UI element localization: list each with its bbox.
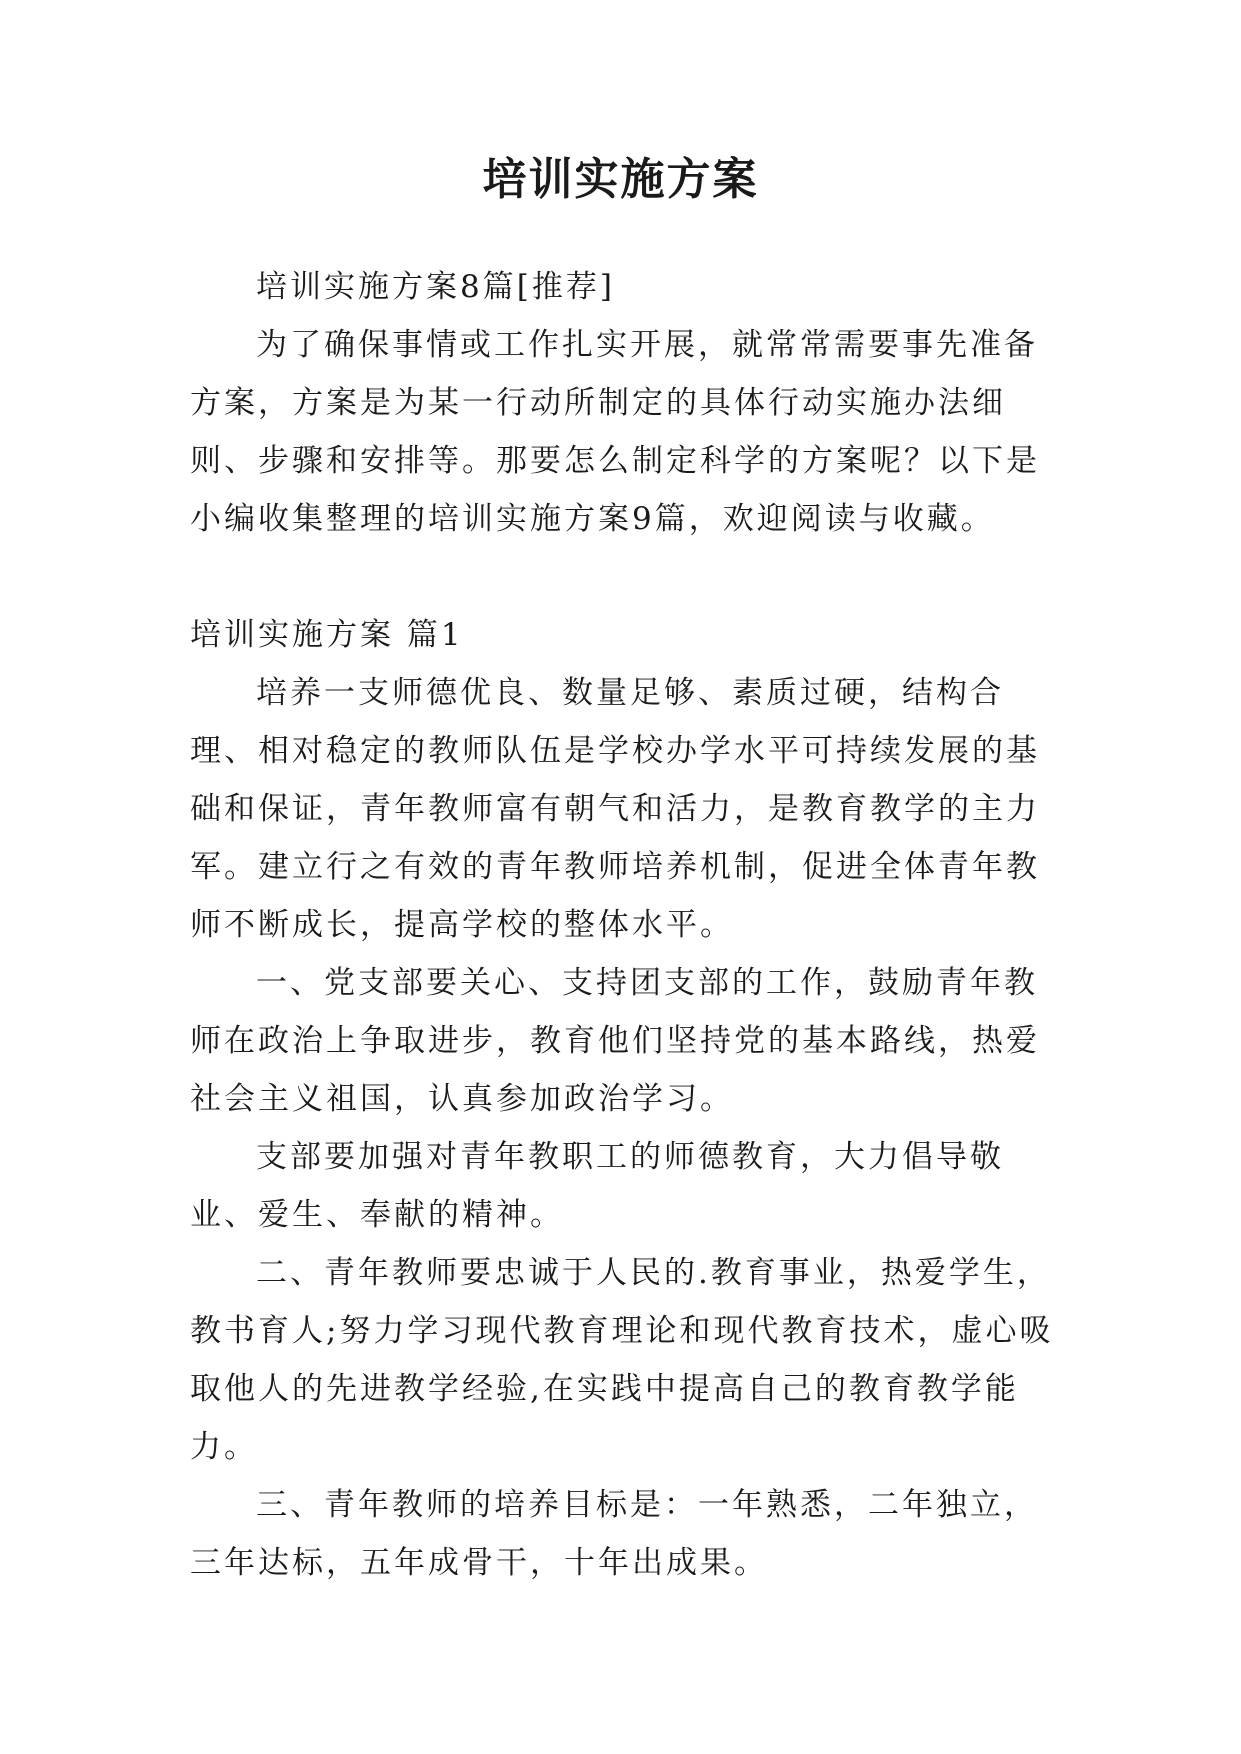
document-body xyxy=(190,258,1054,1592)
body-paragraph: 一、党支部要关心、支持团支部的工作，鼓励青年教师在政治上争取进步，教育他们坚持党的基本路线，热爱社会主义祖国，认真参加政治学习。 xyxy=(190,965,1040,1117)
section-heading: 培训实施方案 篇1 xyxy=(190,617,464,653)
document-subtitle: 培训实施方案8篇[推荐] xyxy=(256,269,615,305)
document-title: 培训实施方案 xyxy=(482,154,759,205)
body-paragraph: 支部要加强对青年教职工的师德教育，大力倡导敬业、爱生、奉献的精神。 xyxy=(190,1139,1004,1233)
body-paragraph: 三、青年教师的培养目标是：一年熟悉，二年独立，三年达标，五年成骨干，十年出成果。 xyxy=(190,1487,1038,1581)
body-paragraph: 培养一支师德优良、数量足够、素质过硬，结构合理、相对稳定的教师队伍是学校办学水平可持续发展的基础和保证，青年教师富有朝气和活力，是教育教学的主力军。建立行之有效的青年教师培养机制，促进全体青年教师不断成长，提高学校的整体水平。 xyxy=(190,675,1040,943)
intro-paragraph: 为了确保事情或工作扎实开展，就常常需要事先准备方案，方案是为某一行动所制定的具体行动实施办法细则、步骤和安排等。那要怎么制定科学的方案呢？以下是小编收集整理的培训实施方案9篇，欢迎阅读与收藏。 xyxy=(190,327,1040,537)
body-paragraph: 二、青年教师要忠诚于人民的.教育事业，热爱学生，教书育人;努力学习现代教育理论和现代教育技术，虚心吸取他人的先进教学经验,在实践中提高自己的教育教学能力。 xyxy=(190,1255,1054,1465)
